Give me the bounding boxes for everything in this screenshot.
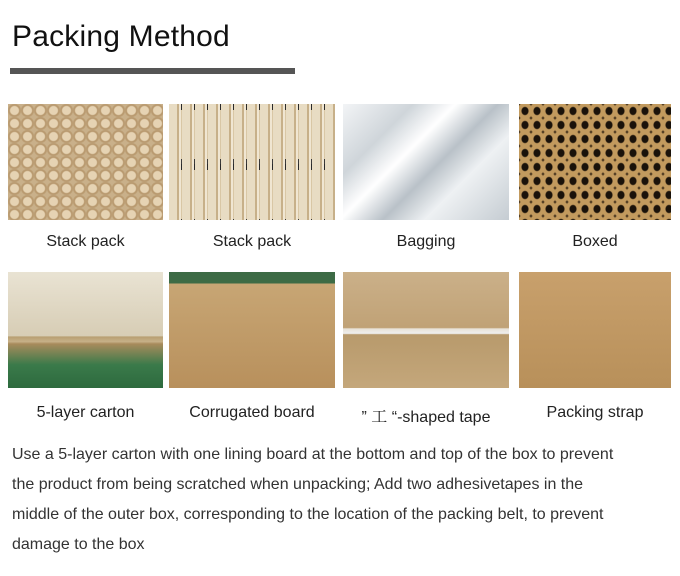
description-line: middle of the outer box, corresponding to the location of the packing belt, to prevent <box>12 506 604 523</box>
boxed-tubes-photo <box>519 104 671 220</box>
caption-bagging: Bagging <box>396 233 456 250</box>
carton-layers-photo <box>8 272 163 388</box>
strapped-boxes-photo <box>519 272 671 388</box>
stacked-rolls-photo <box>169 104 335 220</box>
caption-packing-strap: Packing strap <box>546 404 644 421</box>
description-line: damage to the box <box>12 536 145 553</box>
title-underline <box>10 68 295 74</box>
open-box-photo <box>169 272 335 388</box>
caption-corrugated-board: Corrugated board <box>189 404 315 421</box>
caption-shaped-tape: ” 工 “-shaped tape <box>361 409 491 426</box>
description-line: Use a 5-layer carton with one lining board at the bottom and top of the box to prevent <box>12 446 614 463</box>
stacked-logs-photo <box>8 104 163 220</box>
plastic-bag-photo <box>343 104 509 220</box>
caption-boxed: Boxed <box>572 233 618 250</box>
taped-box-photo <box>343 272 509 388</box>
description-paragraph <box>12 440 672 560</box>
caption-5-layer-carton: 5-layer carton <box>36 404 135 421</box>
caption-stack-pack-1: Stack pack <box>46 233 125 250</box>
caption-stack-pack-2: Stack pack <box>212 233 292 250</box>
description-line: the product from being scratched when unpacking; Add two adhesivetapes in the <box>12 476 584 493</box>
page-title: Packing Method <box>12 20 230 53</box>
